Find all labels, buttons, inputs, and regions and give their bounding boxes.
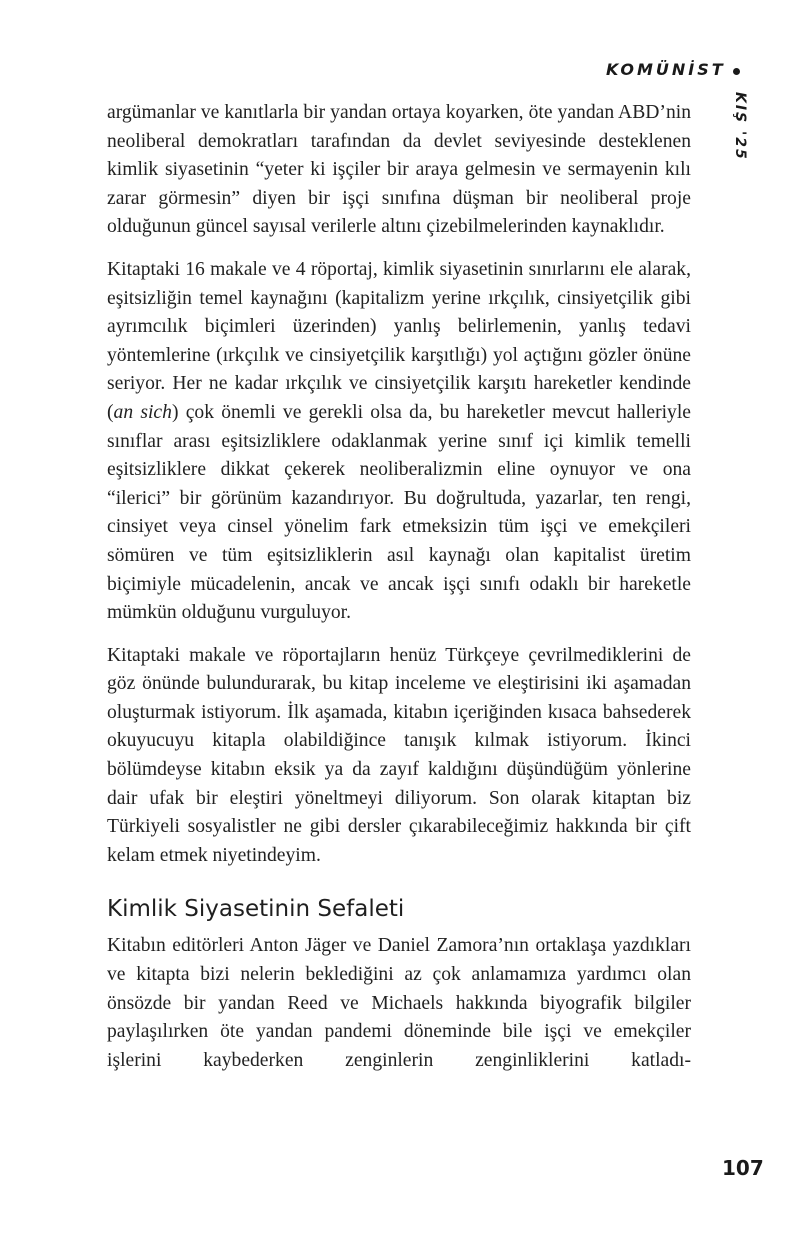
paragraph (107, 256, 691, 628)
paragraph: Kitabın editörleri Anton Jäger ve Daniel Zamora’nın ortaklaşa yazdıkları ve kitapta bizi nelerin beklediğini az çok anlamamıza yardımcı olan önsözde bir yandan Reed ve Michaels hakkında biyografik bilgiler paylaşılırken öte yandan pandemi döneminde bile işçi ve emekçiler işlerini kaybederken zenginlerin zenginliklerini katladı- (107, 935, 691, 1071)
italic-term: an sich (113, 401, 172, 423)
paragraph: Kitaptaki makale ve röportajların henüz Türkçeye çevrilmediklerini de göz önünde bulundurarak, bu kitap inceleme ve eleştirisini iki aşamadan oluşturmak istiyorum. İlk aşamada, kitabın içeriğinden kısaca bahsederek okuyucuyu kitapla olabildiğince tanışık kılmak istiyorum. İkinci bölümdeyse kitabın eksik ya da zayıf kaldığını düşündüğüm yönlerine dair ufak bir eleştiri yöneltmeyi diliyorum. Son olarak kitaptan biz Türkiyeli sosyalistler ne gibi dersler çıkarabileceğimiz hakkında bir çift kelam etmek niyetindeyim. (107, 644, 691, 866)
paragraph: argümanlar ve kanıtlarla bir yandan ortaya koyarken, öte yandan ABD’nin neoliberal demokratları tarafından da devlet seviyesinde desteklenen kimlik siyasetinin “yeter ki işçiler bir araya gelmesin ve sermayenin kılı zarar görmesin” diyen bir işçi sınıfına düşman bir neoliberal proje olduğunun güncel sayısal verilerle altını çizebilmelerinden kaynaklıdır. (107, 102, 691, 238)
page-number: 107 (722, 1156, 764, 1180)
section-heading: Kimlik Siyasetinin Sefaleti (107, 896, 405, 923)
paragraph-text: ) çok önemli ve gerekli olsa da, bu hareketler mevcut halleriyle sınıflar arası eşitsizliklere odaklanmak yerine sınıf içi kimlik temelli eşitsizliklere dikkat çekerek neoliberalizmin eline oynuyor ve ona “ilerici” bir görünüm kazandırıyor. Bu doğrultuda, yazarlar, ten rengi, cinsiyet veya cinsel yönelim fark etmeksizin tüm işçi ve emekçileri sömüren ve tüm eşitsizliklerin asıl kaynağı olan kapitalist üretim biçimiyle mücadelenin, ancak ve ancak işçi sınıfı odaklı bir hareketle mümkün olduğunu vurguluyor. (107, 401, 691, 624)
paragraph-text: Kitaptaki 16 makale ve 4 röportaj, kimlik siyasetinin sınırlarını ele alarak, eşitsizliğin temel kaynağını (kapitalizm yerine ırkçılık, cinsiyetçilik gibi ayrımcılık biçimleri üzerinden) yanlış belirlemenin, yanlış tedavi yöntemlerine (ırkçılık ve cinsiyetçilik karşıtlığı) yol açtığını gözler önüne seriyor. Her ne kadar ırkçılık ve cinsiyetçilik karşıtı hareketler kendinde ( (107, 258, 691, 423)
article-body (107, 99, 691, 1089)
running-header-brand: KOMÜNİST (606, 60, 726, 79)
bullet-dot-icon (733, 68, 740, 75)
running-header-season: KIŞ '25 (732, 92, 748, 161)
